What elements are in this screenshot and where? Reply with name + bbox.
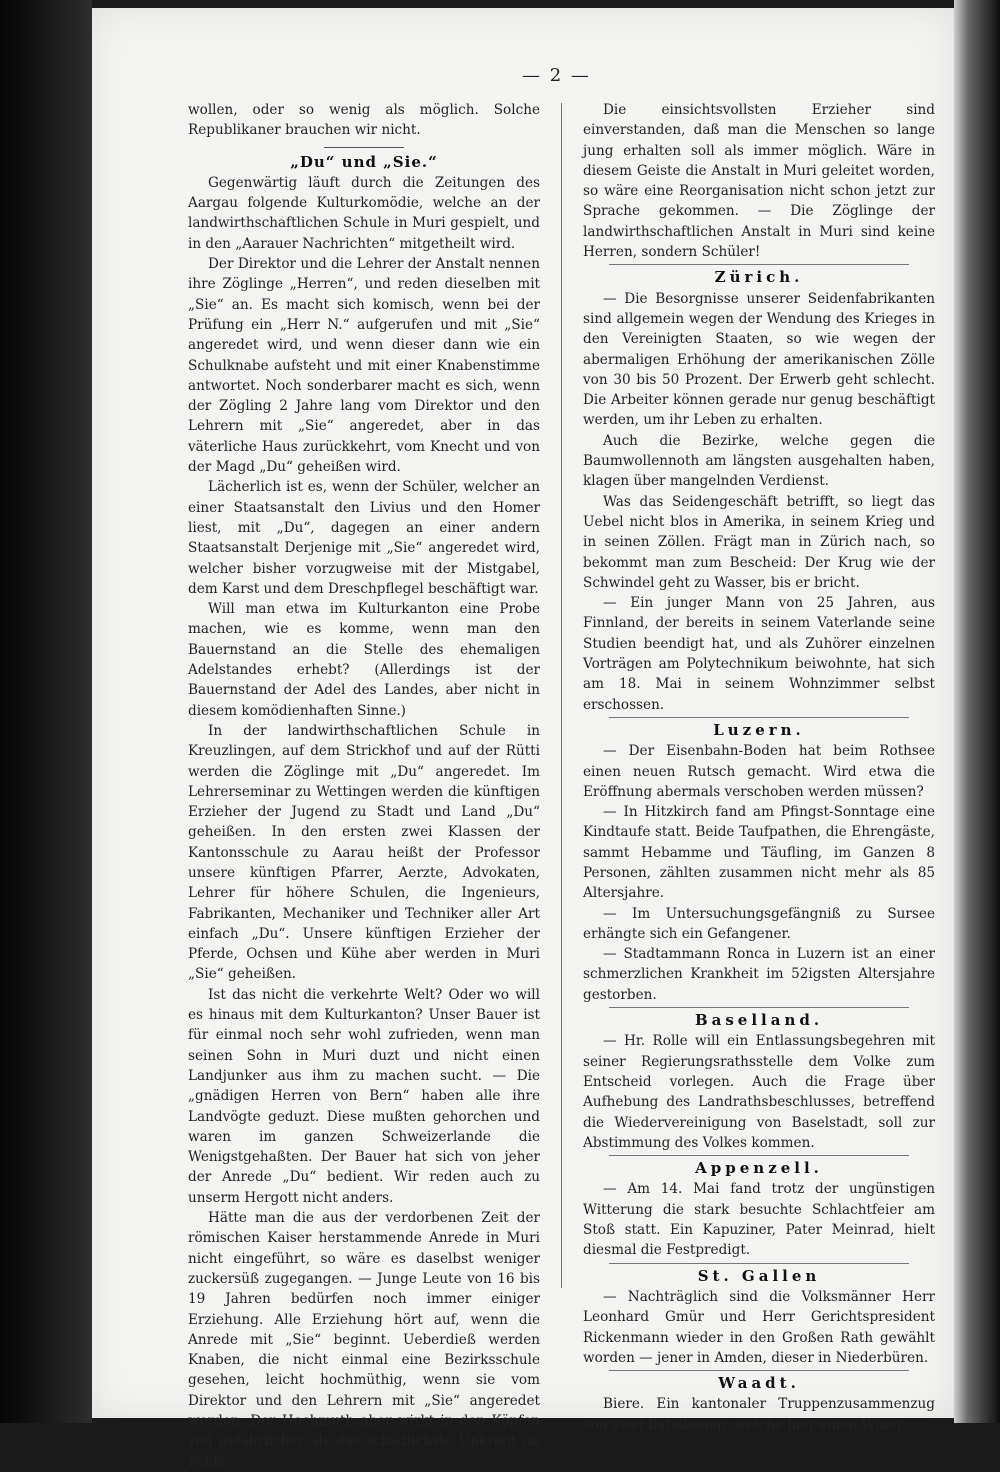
article-paragraph: In der landwirthschaftlichen Schule in Kreuzlingen, auf dem Strickhof und auf der Rütti werden die Zöglinge mit „Du“ angeredet. Im Lehrerseminar zu Wettingen werden die künftigen Erzieher der Jugend zu Stadt und Land „Du“ geheißen. In den ersten zwei Klassen der Kantonsschule zu Aarau heißt der Professor unsere künftigen Pfarrer, Aerzte, Advokaten, Lehrer für höhere Schulen, die Ingenieurs, Fabrikanten, Mechaniker und Techniker aller Art einfach „Du“. Unsere künftigen Erzieher der Pferde, Ochsen und Kühe aber werden in Muri „Sie“ geheißen.: [188, 722, 540, 983]
scan-edge-right: [954, 0, 1000, 1423]
article-paragraph: Gegenwärtig läuft durch die Zeitungen des Aargau folgende Kulturkomödie, welche an der landwirthschaftlichen Schule in Muri gespielt, und in den „Aarauer Nachrichten“ mitgetheilt wird.: [188, 174, 540, 252]
news-paragraph: — Im Untersuchungsgefängniß zu Sursee erhängte sich ein Gefangener.: [583, 905, 935, 942]
right-column: [583, 100, 935, 1435]
newspaper-page: [92, 8, 954, 1470]
news-paragraph: — Der Eisenbahn-Boden hat beim Rothsee einen neuen Rutsch gemacht. Wird etwa die Eröffnung abermals verschoben werden müssen?: [583, 743, 935, 800]
section-separator: [609, 1263, 909, 1264]
section-separator: [609, 264, 909, 265]
news-paragraph: Auch die Bezirke, welche gegen die Baumwollennoth am längsten ausgehalten haben, klagen über mangelnden Verdienst.: [583, 432, 935, 490]
section-heading-zurich: Zürich.: [714, 268, 804, 287]
news-paragraph: — Am 14. Mai fand trotz der ungünstigen Witterung die stark besuchte Schlachtfeier am Stoß statt. Ein Kapuziner, Pater Meinrad, hielt diesmal die Festpredigt.: [583, 1181, 935, 1259]
article-paragraph: Lächerlich ist es, wenn der Schüler, welcher an einer Staatsanstalt den Livius und den Homer liest, mit „Du“, dagegen an einer andern Staatsanstalt Derjenige mit „Sie“ angeredet wird, welcher bisher vorzugweise mit der Mistgabel, dem Karst und dem Dreschpflegel beschäftigt war.: [188, 479, 540, 597]
news-paragraph: — Die Besorgnisse unserer Seidenfabrikanten sind allgemein wegen der Wendung des Krieges in den Vereinigten Staaten, so wie wegen der abermaligen Erhöhung der amerikanischen Zölle von 30 bis 50 Prozent. Der Erwerb geht schlecht. Die Arbeiter können gerade nur genug beschäftigt werden, um ihr Leben zu erhalten.: [583, 290, 935, 429]
page-number: — 2 —: [522, 65, 591, 86]
column-divider: [561, 103, 562, 1288]
article-paragraph: Will man etwa im Kulturkanton eine Probe machen, wie es komme, wenn man den Bauernstand an die Stelle des ehemaligen Adelstandes erhebt? (Allerdings ist der Bauernstand der Adel des Landes, aber nicht in diesem komödienhaften Sinne.): [188, 601, 540, 719]
left-column: [188, 100, 540, 1472]
article-separator: [324, 147, 404, 148]
news-paragraph: — Hr. Rolle will ein Entlassungsbegehren mit seiner Regierungsrathsstelle dem Volke zum Entscheid vorlegen. Auch die Frage über Aufhebung des Landrathsbeschlusses, betreffend die Wiedervereinigung von Baselstadt, soll zur Abstimmung des Volkes kommen.: [583, 1033, 935, 1151]
section-separator: [609, 1007, 909, 1008]
section-heading-st-gallen: St. Gallen: [697, 1266, 821, 1285]
news-paragraph: Was das Seidengeschäft betrifft, so liegt das Uebel nicht blos in Amerika, in seinem Krieg und in seinen Zöllen. Frägt man in Zürich nach, so bekommt man zum Bescheid: Der Krug wie der Schwindel geht zu Wasser, bis er bricht.: [583, 493, 935, 591]
section-separator: [609, 717, 909, 718]
news-paragraph: — In Hitzkirch fand am Pfingst-Sonntage eine Kindtaufe statt. Beide Taufpathen, die Ehrengäste, sammt Hebamme und Täufling, im Ganzen 8 Personen, zählten zusammen nicht mehr als 85 Altersjahre.: [583, 804, 935, 902]
right-intro-paragraph: Die einsichtsvollsten Erzieher sind einverstanden, daß man die Menschen so lange jung erhalten soll als immer möglich. Wäre in diesem Geiste die Anstalt in Muri geleitet worden, so wäre eine Reorganisation nicht schon jetzt zur Sprache gekommen. — Die Zöglinge der landwirthschaftlichen Anstalt in Muri sind keine Herren, sondern Schüler!: [583, 102, 935, 261]
article-paragraph: Der Direktor und die Lehrer der Anstalt nennen ihre Zöglinge „Herren“, und reden dieselben mit „Sie“ an. Es macht sich komisch, wenn bei der Prüfung ein „Herr N.“ aufgerufen und mit „Sie“ angeredet wird, und wenn dieser dann wie ein Schulknabe aufsteht und mit einer Knabenstimme antwortet. Noch sonderbarer macht es sich, wenn der Zögling 2 Jahre lang vom Direktor und den Lehrern mit „Sie“ angeredet, aber in das väterliche Haus zurückkehrt, vom Knecht und von der Magd „Du“ geheißen wird.: [188, 256, 540, 476]
section-heading-luzern: Luzern.: [713, 720, 805, 739]
article-paragraph: Hätte man die aus der verdorbenen Zeit der römischen Kaiser herstammende Anrede in Muri nicht eingeführt, so wäre es daselbst weniger zuckersüß zugegangen. — Junge Leute von 16 bis 19 Jahren bedürfen noch immer einiger Erziehung. Alle Erziehung hört auf, wenn die Anrede mit „Sie“ beginnt. Ueberdieß werden Knaben, die nicht einmal eine Bezirksschule gesehen, leicht hochmüthig, wenn sie vom Direktor und den Lehrern mit „Sie“ angeredet werden. Der Hochmuth aber wirkt in den Köpfen viel gefährlicher als das schädlichste Unkraut im Felde.: [188, 1210, 540, 1470]
news-paragraph: — Ein junger Mann von 25 Jahren, aus Finnland, der bereits in seinem Vaterlande seine Studien beendigt hat, und als Zuhörer einzelnen Vorträgen am Polytechnikum beiwohnte, hat sich am 18. Mai in seinem Wohnzimmer selbst erschossen.: [583, 595, 935, 713]
section-heading-appenzell: Appenzell.: [695, 1159, 823, 1178]
article-paragraph: Ist das nicht die verkehrte Welt? Oder wo will es hinaus mit dem Kulturkanton? Unser Bauer ist für einmal noch sehr wohl zufrieden, wenn man seinen Sohn in Muri duzt und nicht einen Landjunker aus ihm zu machen sucht. — Die „gnädigen Herren von Bern“ haben alle ihre Landvögte geduzt. Diese mußten gehorchen und waren im ganzen Schweizerlande die Wenigstgehaßten. Der Bauer hat sich von jeher der Anrede „Du“ bedient. Wir reden auch zu unserm Hergott nicht anders.: [188, 986, 540, 1206]
section-heading-baselland: Baselland.: [694, 1011, 824, 1030]
section-separator: [609, 1155, 909, 1156]
section-heading-waadt: Waadt.: [718, 1374, 800, 1393]
left-intro-paragraph: wollen, oder so wenig als möglich. Solche Republikaner brauchen wir nicht.: [188, 102, 540, 139]
section-separator: [609, 1370, 909, 1371]
news-paragraph: Biere. Ein kantonaler Truppenzusammenzug von zwei Bataillonen, welche hier einen Wider-: [583, 1396, 935, 1433]
scan-edge-left: [0, 0, 92, 1423]
news-paragraph: — Stadtammann Ronca in Luzern ist an einer schmerzlichen Krankheit im 52igsten Altersjahre gestorben.: [583, 946, 935, 1003]
article-heading-du-und-sie: „Du“ und „Sie.“: [290, 152, 438, 171]
news-paragraph: — Nachträglich sind die Volksmänner Herr Leonhard Gmür und Herr Gerichtspresident Rickenmann wieder in den Großen Rath gewählt worden — jener in Amden, dieser in Niederbüren.: [583, 1288, 935, 1366]
